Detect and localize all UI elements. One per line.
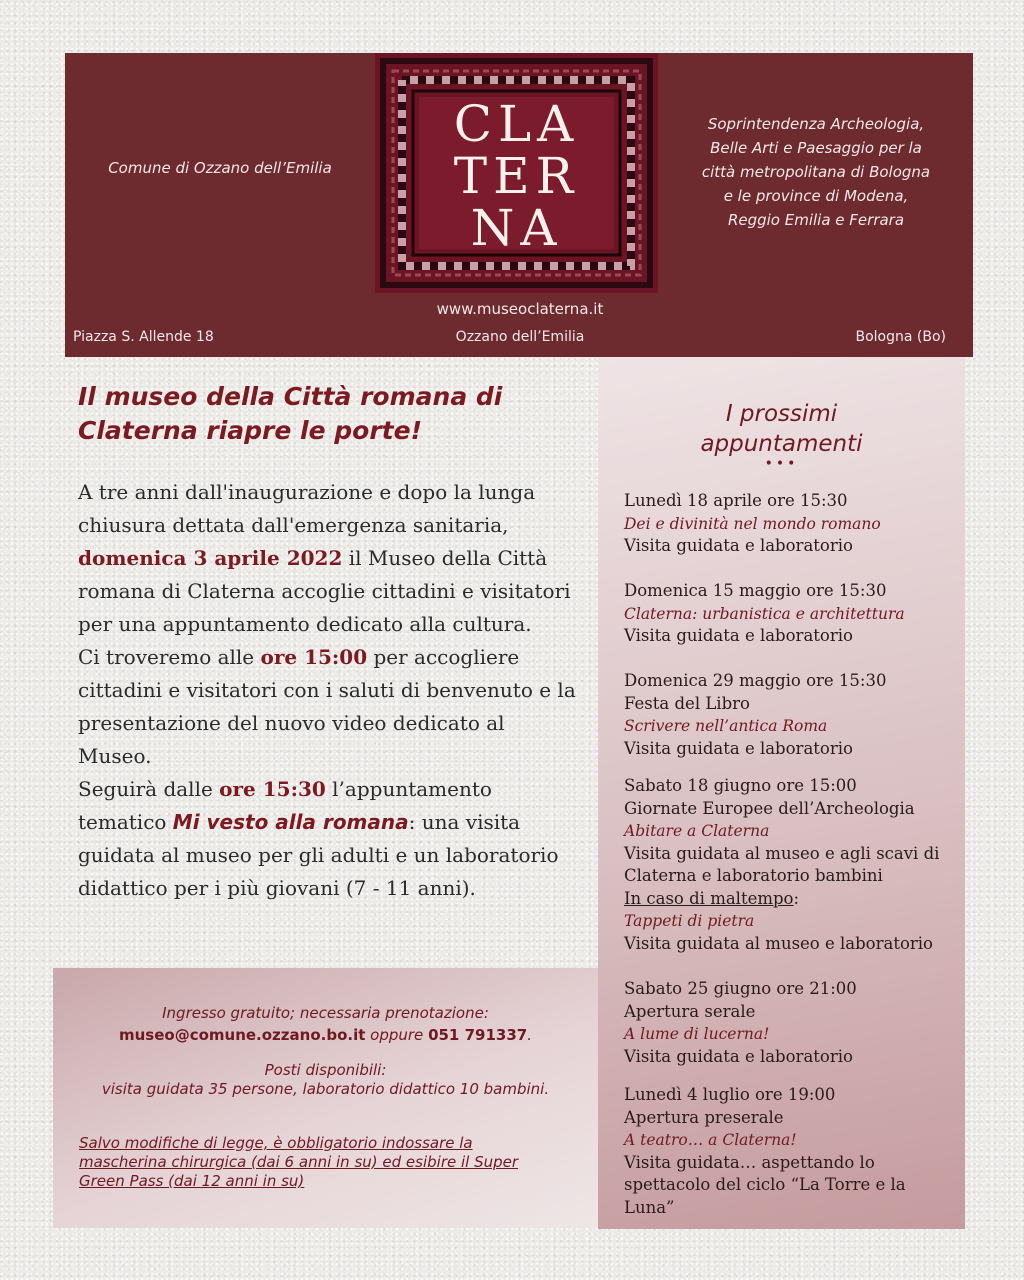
sidebar-title: I prossimi appuntamenti <box>700 401 863 457</box>
event-name: Apertura serale <box>624 1001 756 1021</box>
event-date: Domenica 29 maggio ore 15:30 <box>624 671 887 690</box>
article-paragraph-3: Seguirà dalle ore 15:30 l’appuntamento tematico Mi vesto alla romana: una visita guidata al museo per gli adulti e un laboratorio didattico per i più giovani (7 - 11 anni). <box>78 777 559 900</box>
soprintendenza-line: Soprintendenza Archeologia, <box>707 115 925 133</box>
booking-info: Ingresso gratuito; necessaria prenotazione: museo@comune.ozzano.bo.it oppure 051 791337. <box>118 1004 532 1044</box>
highlight-date: domenica 3 aprile 2022 <box>78 546 343 570</box>
highlight-time: ore 15:30 <box>219 777 326 801</box>
info-box <box>53 968 598 1228</box>
health-notice: Salvo modifiche di legge, è obbligatorio indossare la mascherina chirurgica (dai 6 anni in su) ed esibire il Super Green Pass (dai 12 anni in su) <box>79 1134 519 1190</box>
event-theme: A teatro… a Claterna! <box>624 1131 797 1149</box>
logo-line-1: CLA <box>453 95 580 153</box>
event-item <box>624 490 959 558</box>
dots-divider: ••• <box>764 456 799 472</box>
header-comune: Comune di Ozzano dell’Emilia <box>108 159 332 177</box>
header-soprintendenza <box>669 112 963 232</box>
event-item <box>624 670 959 760</box>
bad-weather-label: In caso di maltempo <box>624 888 794 908</box>
logo-line-2: TER <box>453 147 580 205</box>
event-theme: Abitare a Claterna <box>624 822 770 840</box>
event-description: Visita guidata e laboratorio <box>624 738 853 758</box>
event-theme: A lume di lucerna! <box>624 1025 770 1043</box>
event-name: Apertura preserale <box>624 1107 784 1127</box>
event-item: Sabato 18 giugno ore 15:00 Giornate Europee dell’Archeologia Abitare a Claterna Visita guidata al museo e agli scavi di Claterna e laboratorio bambini In caso di maltempo: Tappeti di pietra Visita guidata al museo e laboratorio <box>624 775 959 955</box>
event-date: Lunedì 18 aprile ore 15:30 <box>624 491 848 510</box>
article-paragraph-2: Ci troveremo alle ore 15:00 per accogliere cittadini e visitatori con i saluti di benvenuto e la presentazione del nuovo video dedicato al Museo. <box>78 645 576 768</box>
header-banner <box>65 53 973 357</box>
highlight-time: ore 15:00 <box>260 645 368 669</box>
availability-info: Posti disponibili: visita guidata 35 persone, laboratorio didattico 10 bambini. <box>101 1061 550 1098</box>
event-theme: Dei e divinità nel mondo romano <box>624 514 881 533</box>
event-description: Visita guidata al museo e agli scavi di Claterna e laboratorio bambini <box>624 843 940 885</box>
soprintendenza-line: città metropolitana di Bologna <box>701 163 931 181</box>
event-date: Sabato 25 giugno ore 21:00 <box>624 979 857 998</box>
event-date: Domenica 15 maggio ore 15:30 <box>624 581 887 600</box>
event-item <box>624 1084 959 1219</box>
event-date: Lunedì 4 luglio ore 19:00 <box>624 1085 836 1104</box>
logo-line-3: NA <box>470 199 563 257</box>
events-sidebar <box>598 357 965 1229</box>
event-description: Visita guidata e laboratorio <box>624 536 853 555</box>
article-paragraph-1: A tre anni dall'inaugurazione e dopo la lunga chiusura dettata dall'emergenza sanitaria, domenica 3 aprile 2022 il Museo della Città romana di Claterna accoglie cittadini e visitatori per una appuntamento dedicato alla cultura. <box>78 480 571 636</box>
event-name: Giornate Europee dell’Archeologia <box>624 798 915 818</box>
address-province: Bologna (Bo) <box>855 329 946 345</box>
website-link[interactable]: www.museoclaterna.it <box>436 300 604 318</box>
address-city: Ozzano dell’Emilia <box>455 329 585 345</box>
event-item <box>624 580 959 648</box>
event-description: Visita guidata al museo e laboratorio <box>624 933 933 953</box>
soprintendenza-line: e le province di Modena, <box>723 187 909 205</box>
claterna-logo <box>375 53 658 293</box>
soprintendenza-line: Reggio Emilia e Ferrara <box>727 211 905 229</box>
address-street: Piazza S. Allende 18 <box>73 329 214 345</box>
event-item <box>624 978 959 1068</box>
event-description: Visita guidata… aspettando lo spettacolo del ciclo “La Torre e la Luna” <box>624 1152 906 1217</box>
event-name: Festa del Libro <box>624 693 750 713</box>
article-title: Il museo della Città romana di Claterna riapre le porte! <box>78 382 503 445</box>
event-theme: Tappeti di pietra <box>624 912 755 930</box>
highlight-event-name: Mi vesto alla romana <box>172 810 409 834</box>
event-theme: Scrivere nell’antica Roma <box>624 717 828 735</box>
event-theme: Claterna: urbanistica e architettura <box>624 604 905 623</box>
event-description: Visita guidata e laboratorio <box>624 626 853 645</box>
soprintendenza-line: Belle Arti e Paesaggio per la <box>710 139 922 157</box>
event-description: Visita guidata e laboratorio <box>624 1046 853 1066</box>
email-link[interactable]: museo@comune.ozzano.bo.it <box>118 1026 366 1044</box>
article-body <box>78 476 578 905</box>
phone-number[interactable]: 051 791337 <box>428 1026 528 1044</box>
event-date: Sabato 18 giugno ore 15:00 <box>624 776 857 795</box>
logo-wordmark <box>375 95 658 257</box>
